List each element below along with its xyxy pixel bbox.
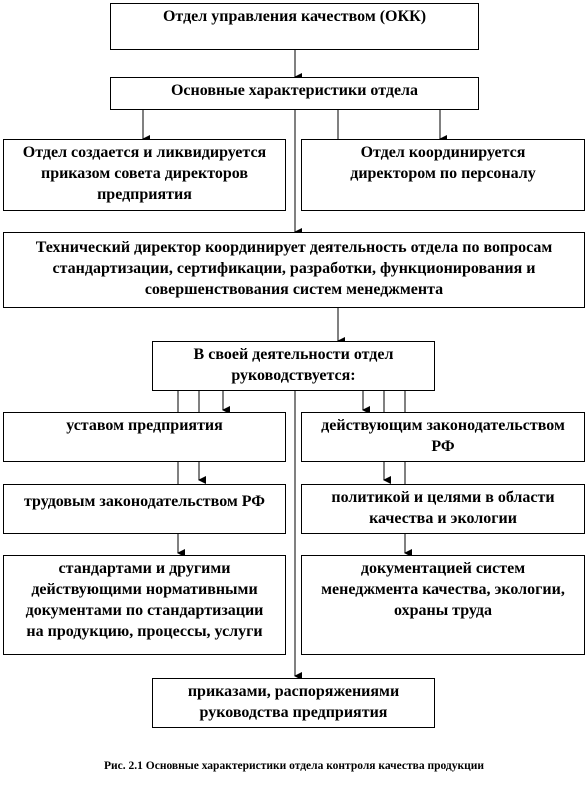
bottom-box: приказами, распоряжениями руководства предприятия bbox=[152, 678, 435, 728]
left-item-2: трудовым законодательством РФ bbox=[3, 484, 286, 534]
left-item-3: стандартами и другими действующими нормативными документами по стандартизации на продукцию, процессы, услуги bbox=[3, 555, 286, 655]
right-item-1: действующим законодательством РФ bbox=[301, 412, 585, 462]
technical-director-box: Технический директор координирует деятельность отдела по вопросам стандартизации, сертификации, разработки, функционирования и совершенствования систем менеджмента bbox=[3, 232, 585, 308]
left-characteristic-box: Отдел создается и ликвидируется приказом совета директоров предприятия bbox=[3, 139, 286, 211]
right-item-2: политикой и целями в области качества и экологии bbox=[301, 484, 585, 534]
guidance-box: В своей деятельности отдел руководствуется: bbox=[152, 341, 435, 391]
left-item-1: уставом предприятия bbox=[3, 412, 286, 462]
title-box: Отдел управления качеством (ОКК) bbox=[110, 3, 479, 50]
right-characteristic-box: Отдел координируется директором по персоналу bbox=[301, 139, 585, 211]
characteristics-box: Основные характеристики отдела bbox=[110, 77, 479, 110]
figure-caption: Рис. 2.1 Основные характеристики отдела контроля качества продукции bbox=[104, 760, 484, 772]
right-item-3: документацией систем менеджмента качества, экологии, охраны труда bbox=[301, 555, 585, 655]
